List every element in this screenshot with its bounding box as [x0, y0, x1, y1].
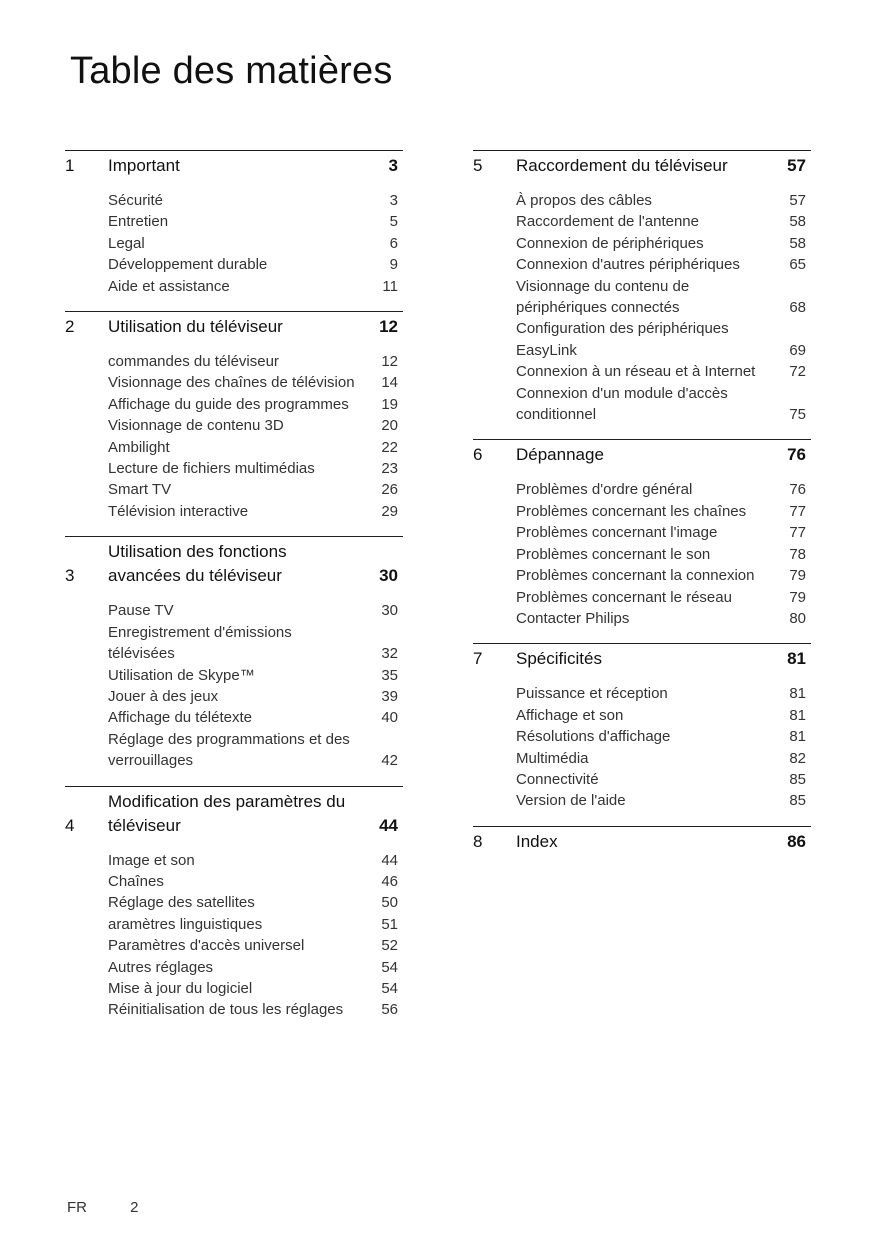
entry-title: Utilisation de Skype™ — [108, 666, 255, 684]
entry-title: Visionnage de contenu 3D — [108, 417, 284, 435]
toc-entry[interactable] — [108, 415, 403, 436]
entry-page-number: 85 — [789, 792, 806, 810]
toc-section — [65, 150, 403, 311]
toc-entry[interactable] — [516, 479, 811, 500]
toc-section — [473, 150, 811, 439]
entry-page-number: 79 — [789, 588, 806, 606]
toc-entry[interactable] — [108, 665, 403, 686]
entry-page-number: 12 — [381, 353, 398, 371]
section-entries — [473, 190, 811, 425]
section-page-number: 76 — [787, 445, 806, 465]
entry-title: Connexion d'un module d'accès conditionnel — [516, 384, 728, 424]
entry-title: Problèmes concernant le réseau — [516, 588, 732, 606]
entry-title: Raccordement de l'antenne — [516, 213, 699, 231]
toc-entry[interactable] — [516, 790, 811, 811]
section-page-number: 44 — [379, 815, 398, 835]
toc-section — [473, 826, 811, 868]
toc-entry[interactable] — [516, 748, 811, 769]
toc-entry[interactable] — [108, 190, 403, 211]
toc-section — [65, 311, 403, 536]
toc-entry[interactable] — [108, 999, 403, 1020]
section-entries — [473, 479, 811, 629]
toc-entry[interactable] — [516, 501, 811, 522]
toc-entry[interactable] — [108, 501, 403, 522]
section-heading[interactable] — [65, 790, 403, 838]
toc-entry[interactable] — [108, 914, 403, 935]
entry-page-number: 72 — [789, 363, 806, 381]
entry-title: Lecture de fichiers multimédias — [108, 460, 315, 478]
toc-right-column — [473, 150, 811, 868]
toc-entry[interactable] — [516, 726, 811, 747]
entry-page-number: 82 — [789, 749, 806, 767]
toc-entry[interactable] — [108, 211, 403, 232]
entry-title: aramètres linguistiques — [108, 915, 263, 933]
section-number: 4 — [65, 815, 75, 835]
toc-entry[interactable] — [108, 254, 403, 275]
entry-page-number: 81 — [789, 685, 806, 703]
entry-page-number: 75 — [789, 406, 806, 424]
entry-page-number: 77 — [789, 502, 806, 520]
entry-title: Affichage du télétexte — [108, 709, 252, 727]
section-page-number: 3 — [388, 156, 398, 175]
toc-entry[interactable] — [516, 544, 811, 565]
section-page-number: 57 — [787, 156, 806, 175]
section-entries — [65, 190, 403, 297]
section-entries — [473, 683, 811, 811]
entry-page-number: 76 — [789, 481, 806, 499]
section-title: Dépannage — [516, 445, 604, 465]
entry-title: Autres réglages — [108, 958, 214, 976]
toc-entry[interactable] — [516, 254, 811, 275]
entry-title: Résolutions d'affichage — [516, 728, 671, 746]
toc-entry[interactable] — [108, 957, 403, 978]
entry-page-number: 9 — [389, 256, 398, 274]
toc-section — [473, 643, 811, 825]
entry-page-number: 39 — [381, 687, 398, 705]
toc-entry[interactable] — [516, 522, 811, 543]
toc-entry[interactable] — [108, 458, 403, 479]
entry-title: commandes du téléviseur — [108, 353, 279, 371]
entry-title: Connexion de périphériques — [516, 234, 704, 252]
toc-entry[interactable] — [108, 233, 403, 254]
toc-entry[interactable] — [108, 686, 403, 707]
section-heading[interactable] — [473, 830, 811, 854]
entry-title: Sécurité — [108, 192, 164, 209]
entry-title: Réglage des programmations et des verrouillages — [108, 730, 350, 770]
footer-language: FR — [67, 1199, 87, 1216]
toc-entry[interactable] — [516, 705, 811, 726]
section-title: Spécificités — [516, 649, 602, 669]
toc-entry[interactable] — [516, 769, 811, 790]
toc-entry[interactable] — [516, 276, 811, 319]
toc-entry[interactable] — [108, 479, 403, 500]
entry-page-number: 46 — [381, 872, 398, 890]
section-heading[interactable] — [473, 154, 811, 178]
entry-page-number: 26 — [381, 481, 398, 499]
section-title: Modification des paramètres du téléviseur — [108, 791, 346, 835]
section-title: Index — [516, 831, 558, 851]
section-title: Utilisation des fonctions avancées du téléviseur — [108, 542, 287, 586]
toc-entry[interactable] — [108, 935, 403, 956]
toc-entry[interactable] — [516, 361, 811, 382]
entry-title: Pause TV — [108, 602, 174, 620]
page-title: Table des matières — [70, 50, 393, 92]
entry-page-number: 30 — [381, 602, 398, 620]
entry-page-number: 3 — [389, 192, 398, 209]
entry-page-number: 14 — [381, 374, 398, 392]
page-footer — [67, 1199, 139, 1216]
entry-page-number: 54 — [381, 958, 398, 976]
toc-entry[interactable] — [108, 437, 403, 458]
entry-title: Réinitialisation de tous les réglages — [108, 1001, 344, 1019]
entry-title: Problèmes concernant l'image — [516, 524, 718, 542]
entry-title: Puissance et réception — [516, 685, 668, 703]
entry-page-number: 23 — [381, 460, 398, 478]
toc-entry[interactable] — [516, 565, 811, 586]
entry-title: Problèmes concernant les chaînes — [516, 502, 747, 520]
entry-page-number: 35 — [381, 666, 398, 684]
section-number: 7 — [473, 649, 483, 669]
entry-page-number: 81 — [789, 728, 806, 746]
entry-title: Télévision interactive — [108, 502, 249, 520]
entry-page-number: 80 — [789, 609, 806, 627]
entry-page-number: 29 — [381, 502, 398, 520]
section-heading[interactable] — [65, 154, 403, 178]
section-title: Important — [108, 156, 180, 175]
entry-page-number: 79 — [789, 567, 806, 585]
entry-title: Mise à jour du logiciel — [108, 979, 253, 997]
toc-section — [473, 439, 811, 643]
toc-entry[interactable] — [108, 871, 403, 892]
toc-entry[interactable] — [516, 318, 811, 361]
entry-page-number: 44 — [381, 851, 398, 869]
entry-title: Configuration des périphériques EasyLink — [516, 320, 729, 359]
entry-title: Connexion d'autres périphériques — [516, 256, 740, 274]
entry-title: À propos des câbles — [516, 192, 652, 209]
toc-entry[interactable] — [516, 211, 811, 232]
entry-title: Problèmes concernant la connexion — [516, 567, 755, 585]
toc-entry[interactable] — [108, 622, 403, 665]
section-number: 2 — [65, 317, 75, 337]
toc-entry[interactable] — [108, 372, 403, 393]
entry-title: Développement durable — [108, 256, 268, 274]
section-number: 8 — [473, 831, 483, 851]
toc-entry[interactable] — [108, 276, 403, 297]
entry-title: Problèmes concernant le son — [516, 545, 711, 563]
entry-page-number: 5 — [389, 213, 398, 231]
toc-entry[interactable] — [516, 383, 811, 426]
entry-title: Visionnage des chaînes de télévision — [108, 374, 355, 392]
entry-page-number: 78 — [789, 545, 806, 563]
toc-section — [65, 536, 403, 785]
entry-title: Paramètres d'accès universel — [108, 937, 305, 955]
entry-page-number: 52 — [381, 937, 398, 955]
entry-title: Aide et assistance — [108, 277, 230, 295]
entry-title: Connectivité — [516, 770, 599, 788]
section-title: Utilisation du téléviseur — [108, 317, 283, 337]
entry-page-number: 50 — [381, 894, 398, 912]
section-title: Raccordement du téléviseur — [516, 156, 728, 175]
entry-page-number: 22 — [381, 438, 398, 456]
section-number: 1 — [65, 156, 75, 175]
entry-title: Chaînes — [108, 872, 164, 890]
section-page-number: 81 — [787, 649, 806, 669]
section-page-number: 86 — [787, 831, 806, 851]
entry-page-number: 42 — [381, 752, 398, 770]
entry-page-number: 32 — [381, 645, 398, 663]
toc-entry[interactable] — [516, 190, 811, 211]
entry-page-number: 54 — [381, 979, 398, 997]
entry-title: Connexion à un réseau et à Internet — [516, 363, 756, 381]
toc-entry[interactable] — [108, 600, 403, 621]
toc-entry[interactable] — [108, 978, 403, 999]
section-page-number: 30 — [379, 566, 398, 586]
section-heading[interactable] — [473, 443, 811, 467]
entry-title: Multimédia — [516, 749, 589, 767]
toc-entry[interactable] — [108, 351, 403, 372]
entry-page-number: 40 — [381, 709, 398, 727]
toc-entry[interactable] — [516, 683, 811, 704]
section-entries — [65, 600, 403, 771]
section-number: 5 — [473, 156, 483, 175]
entry-title: Jouer à des jeux — [108, 687, 219, 705]
toc-entry[interactable] — [108, 850, 403, 871]
section-number: 3 — [65, 566, 75, 586]
entry-page-number: 69 — [789, 341, 806, 359]
entry-title: Entretien — [108, 213, 169, 231]
toc-entry[interactable] — [108, 707, 403, 728]
toc-entry[interactable] — [516, 587, 811, 608]
entry-title: Legal — [108, 234, 145, 252]
entry-page-number: 81 — [789, 706, 806, 724]
entry-page-number: 85 — [789, 770, 806, 788]
entry-title: Affichage du guide des programmes — [108, 395, 349, 413]
toc-left-column — [65, 150, 403, 1035]
toc-entry[interactable] — [516, 608, 811, 629]
entry-title: Ambilight — [108, 438, 170, 456]
footer-page-number: 2 — [130, 1199, 139, 1216]
toc-entry[interactable] — [108, 729, 403, 772]
entry-page-number: 19 — [381, 395, 398, 413]
entry-page-number: 6 — [389, 234, 398, 252]
entry-title: Problèmes d'ordre général — [516, 481, 693, 499]
section-number: 6 — [473, 445, 483, 465]
entry-title: Smart TV — [108, 481, 172, 499]
entry-page-number: 57 — [789, 192, 806, 209]
entry-page-number: 65 — [789, 256, 806, 274]
section-heading[interactable] — [473, 647, 811, 671]
entry-title: Affichage et son — [516, 706, 624, 724]
toc-entry[interactable] — [108, 394, 403, 415]
section-heading[interactable] — [65, 540, 403, 588]
entry-title: Image et son — [108, 851, 195, 869]
toc-entry[interactable] — [516, 233, 811, 254]
entry-page-number: 11 — [382, 277, 398, 295]
entry-page-number: 58 — [789, 234, 806, 252]
toc-entry[interactable] — [108, 892, 403, 913]
section-entries — [65, 850, 403, 1021]
entry-page-number: 51 — [381, 915, 398, 933]
entry-title: Enregistrement d'émissions télévisées — [108, 623, 292, 663]
section-entries — [65, 351, 403, 522]
entry-title: Version de l'aide — [516, 792, 626, 810]
entry-page-number: 68 — [789, 299, 806, 317]
section-heading[interactable] — [65, 315, 403, 339]
entry-title: Réglage des satellites — [108, 894, 255, 912]
entry-page-number: 58 — [789, 213, 806, 231]
toc-section — [65, 786, 403, 1035]
entry-page-number: 77 — [789, 524, 806, 542]
entry-page-number: 20 — [381, 417, 398, 435]
entry-title: Contacter Philips — [516, 609, 630, 627]
entry-title: Visionnage du contenu de périphériques connectés — [516, 277, 690, 317]
section-page-number: 12 — [379, 317, 398, 337]
entry-page-number: 56 — [381, 1001, 398, 1019]
